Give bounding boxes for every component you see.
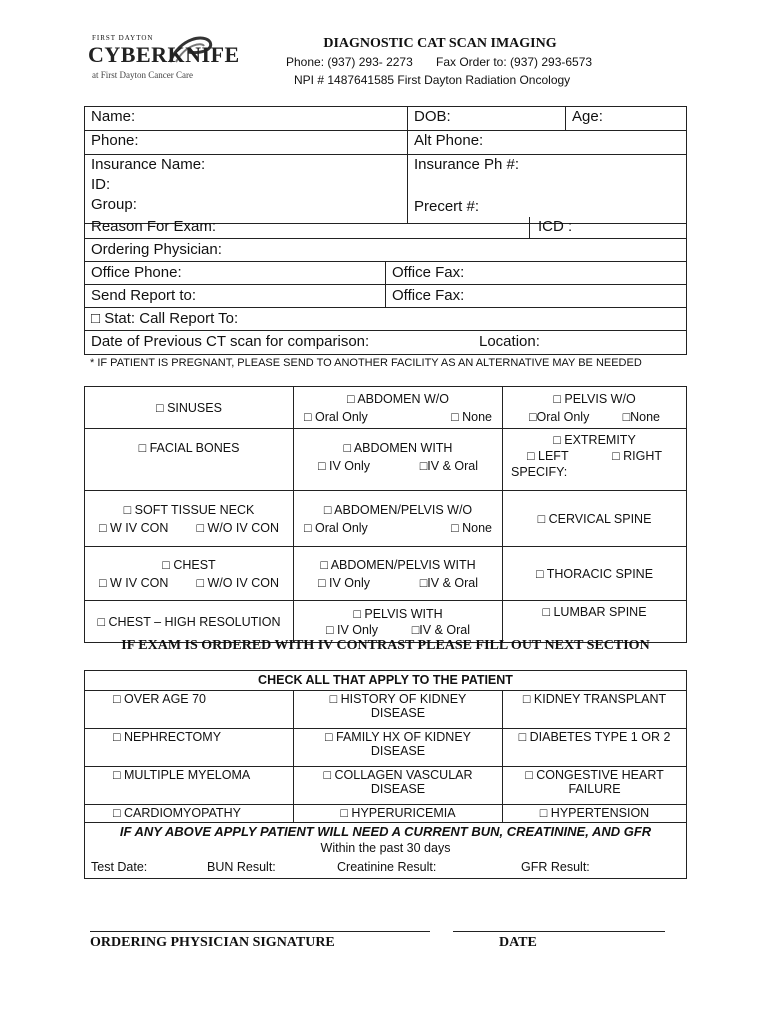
reason-label: Reason For Exam: bbox=[91, 218, 217, 235]
date-line[interactable] bbox=[453, 931, 665, 932]
precert-label: Precert #: bbox=[414, 198, 480, 215]
chf-line2: FAILURE bbox=[568, 782, 621, 796]
alt-phone-label: Alt Phone: bbox=[414, 132, 484, 149]
header-phone: Phone: (937) 293- 2273 bbox=[286, 55, 413, 69]
icd-field[interactable] bbox=[530, 217, 687, 239]
alt-phone-field[interactable] bbox=[408, 131, 687, 155]
nephrectomy-label: □ NEPHRECTOMY bbox=[113, 730, 222, 744]
stat-label: □ Stat: Call Report To: bbox=[91, 310, 239, 327]
logo-line2: CYBERKNIFE bbox=[88, 42, 240, 67]
abdpel-with-label: □ ABDOMEN/PELVIS WITH bbox=[320, 557, 476, 572]
exam-thoracic-spine[interactable] bbox=[503, 547, 687, 601]
logo-line3: at First Dayton Cancer Care bbox=[92, 70, 193, 80]
pelvis-with-iv-oral[interactable]: □IV & Oral bbox=[411, 622, 470, 637]
abdpel-wo-label: □ ABDOMEN/PELVIS W/O bbox=[323, 502, 473, 517]
office-fax2-label: Office Fax: bbox=[392, 287, 465, 304]
patient-info-table bbox=[84, 106, 687, 224]
chest-w[interactable]: □ W IV CON bbox=[99, 575, 169, 590]
office-phone-label: Office Phone: bbox=[91, 264, 182, 281]
abd-wo-none[interactable]: □ None bbox=[451, 409, 492, 424]
chest-hr-label: □ CHEST – HIGH RESOLUTION bbox=[97, 614, 281, 629]
form-title: DIAGNOSTIC CAT SCAN IMAGING bbox=[323, 36, 557, 51]
pregnancy-note: * IF PATIENT IS PREGNANT, PLEASE SEND TO ANOTHER FACILITY AS AN ALTERNATIVE MAY BE NEEDED bbox=[90, 357, 642, 369]
myeloma-label: □ MULTIPLE MYELOMA bbox=[113, 768, 251, 782]
hypertension-label: □ HYPERTENSION bbox=[539, 806, 650, 820]
within-30-days: Within the past 30 days bbox=[320, 841, 451, 855]
creatinine-label[interactable]: Creatinine Result: bbox=[337, 860, 437, 874]
collagen-line2: DISEASE bbox=[370, 782, 426, 796]
bun-label[interactable]: BUN Result: bbox=[207, 860, 276, 874]
exam-lumbar-spine[interactable] bbox=[503, 601, 687, 643]
abdpel-with-iv[interactable]: □ IV Only bbox=[318, 575, 371, 590]
ordering-physician-field[interactable] bbox=[84, 239, 687, 262]
abd-with-iv[interactable]: □ IV Only bbox=[318, 459, 371, 473]
extremity-left[interactable]: □ LEFT bbox=[527, 449, 569, 463]
extremity-right[interactable]: □ RIGHT bbox=[612, 449, 662, 463]
office-fax-field[interactable] bbox=[386, 262, 687, 285]
check-kidney-transplant[interactable] bbox=[503, 691, 687, 729]
cervical-label: □ CERVICAL SPINE bbox=[537, 511, 652, 526]
abd-with-label: □ ABDOMEN WITH bbox=[343, 441, 453, 455]
abdpel-wo-none[interactable]: □ None bbox=[451, 520, 492, 535]
name-label: Name: bbox=[91, 108, 136, 125]
exam-pelvis-with[interactable] bbox=[294, 601, 503, 643]
check-kidney-history[interactable] bbox=[294, 691, 503, 729]
id-label: ID: bbox=[91, 176, 111, 193]
check-family-hx[interactable] bbox=[294, 729, 503, 767]
exam-chest-hr[interactable] bbox=[85, 601, 294, 643]
header-fax: Fax Order to: (937) 293-6573 bbox=[436, 55, 593, 69]
soft-neck-w[interactable]: □ W IV CON bbox=[99, 520, 169, 535]
location-label: Location: bbox=[479, 333, 540, 350]
pelvis-with-iv[interactable]: □ IV Only bbox=[326, 622, 379, 637]
check-nephrectomy[interactable] bbox=[85, 729, 294, 767]
name-field[interactable] bbox=[85, 107, 408, 131]
age-field[interactable] bbox=[566, 107, 687, 131]
over70-label: □ OVER AGE 70 bbox=[113, 692, 207, 706]
check-cardiomyopathy[interactable] bbox=[85, 805, 294, 823]
diabetes-label: □ DIABETES TYPE 1 OR 2 bbox=[518, 730, 671, 744]
pelvis-with-label: □ PELVIS WITH bbox=[353, 606, 443, 621]
pelvis-wo-label: □ PELVIS W/O bbox=[553, 391, 636, 406]
check-diabetes[interactable] bbox=[503, 729, 687, 767]
check-myeloma[interactable] bbox=[85, 767, 294, 805]
check-over-70[interactable] bbox=[85, 691, 294, 729]
insurance-ph-label: Insurance Ph #: bbox=[414, 156, 520, 173]
office-phone-field[interactable] bbox=[84, 262, 386, 285]
pelvis-wo-oral[interactable]: □Oral Only bbox=[529, 409, 590, 424]
send-report-label: Send Report to: bbox=[91, 287, 197, 304]
abd-wo-oral[interactable]: □ Oral Only bbox=[304, 409, 368, 424]
phone-label: Phone: bbox=[91, 132, 139, 149]
exam-sinuses[interactable] bbox=[85, 387, 294, 429]
kidney-hist-line2: DISEASE bbox=[370, 706, 426, 720]
thoracic-label: □ THORACIC SPINE bbox=[535, 566, 654, 581]
specify-label: SPECIFY: bbox=[511, 465, 568, 479]
office-fax2-field[interactable] bbox=[386, 285, 687, 308]
prev-ct-field[interactable] bbox=[84, 331, 687, 355]
stat-field[interactable] bbox=[84, 308, 687, 331]
patient-info-lower bbox=[84, 217, 687, 355]
chest-label: □ CHEST bbox=[162, 557, 216, 572]
extremity-label: □ EXTREMITY bbox=[553, 433, 636, 447]
ordering-physician-label: Ordering Physician: bbox=[91, 241, 222, 258]
exam-abd-pelvis-wo[interactable] bbox=[294, 491, 503, 547]
kidney-hist-line1: □ HISTORY OF KIDNEY bbox=[329, 692, 467, 706]
sinuses-label: □ SINUSES bbox=[156, 400, 222, 415]
facial-label: □ FACIAL BONES bbox=[138, 441, 240, 455]
pelvis-wo-none[interactable]: □None bbox=[622, 409, 660, 424]
cyberknife-logo bbox=[88, 34, 258, 86]
chest-wo[interactable]: □ W/O IV CON bbox=[196, 575, 279, 590]
lab-warning: IF ANY ABOVE APPLY PATIENT WILL NEED A CURRENT BUN, CREATININE, AND GFR bbox=[119, 824, 652, 839]
send-report-field[interactable] bbox=[84, 285, 386, 308]
family-line2: DISEASE bbox=[370, 744, 426, 758]
check-title: CHECK ALL THAT APPLY TO THE PATIENT bbox=[85, 671, 687, 691]
hyperuricemia-label: □ HYPERURICEMIA bbox=[340, 806, 456, 820]
group-label: Group: bbox=[91, 196, 137, 213]
header-npi: NPI # 1487641585 First Dayton Radiation Oncology bbox=[294, 73, 571, 87]
abd-wo-label: □ ABDOMEN W/O bbox=[346, 391, 449, 406]
dob-field[interactable] bbox=[408, 107, 566, 131]
check-table bbox=[84, 670, 687, 879]
iv-contrast-heading: IF EXAM IS ORDERED WITH IV CONTRAST PLEASE FILL OUT NEXT SECTION bbox=[121, 638, 650, 653]
exam-chest[interactable] bbox=[85, 547, 294, 601]
transplant-label: □ KIDNEY TRANSPLANT bbox=[522, 692, 667, 706]
abdpel-with-iv-oral[interactable]: □IV & Oral bbox=[419, 575, 478, 590]
physician-signature-line[interactable] bbox=[90, 931, 430, 932]
gfr-label[interactable]: GFR Result: bbox=[521, 860, 590, 874]
check-chf[interactable] bbox=[503, 767, 687, 805]
icd-label: ICD : bbox=[538, 218, 573, 235]
soft-neck-wo[interactable]: □ W/O IV CON bbox=[196, 520, 279, 535]
abd-with-iv-oral[interactable]: □IV & Oral bbox=[419, 459, 478, 473]
insurance-block[interactable] bbox=[85, 155, 408, 224]
exam-soft-tissue-neck[interactable] bbox=[85, 491, 294, 547]
chf-line1: □ CONGESTIVE HEART bbox=[525, 768, 664, 782]
collagen-line1: □ COLLAGEN VASCULAR bbox=[323, 768, 473, 782]
exam-abdomen-with[interactable] bbox=[294, 429, 503, 491]
exam-pelvis-wo[interactable] bbox=[503, 387, 687, 429]
exam-table bbox=[84, 386, 687, 643]
phone-field[interactable] bbox=[85, 131, 408, 155]
date-label: DATE bbox=[499, 935, 537, 950]
check-collagen[interactable] bbox=[294, 767, 503, 805]
abdpel-wo-oral[interactable]: □ Oral Only bbox=[304, 520, 368, 535]
physician-signature-label: ORDERING PHYSICIAN SIGNATURE bbox=[90, 935, 335, 950]
lumbar-label: □ LUMBAR SPINE bbox=[542, 605, 647, 619]
exam-cervical-spine[interactable] bbox=[503, 491, 687, 547]
soft-neck-label: □ SOFT TISSUE NECK bbox=[123, 502, 255, 517]
check-hyperuricemia[interactable] bbox=[294, 805, 503, 823]
dob-label: DOB: bbox=[414, 108, 451, 125]
exam-facial-bones[interactable] bbox=[85, 429, 294, 491]
insurance-ph-block[interactable] bbox=[408, 155, 687, 224]
exam-extremity[interactable] bbox=[503, 429, 687, 491]
reason-field[interactable] bbox=[84, 217, 530, 239]
insurance-name-label: Insurance Name: bbox=[91, 156, 206, 173]
office-fax-label: Office Fax: bbox=[392, 264, 465, 281]
prev-ct-label: Date of Previous CT scan for comparison: bbox=[91, 333, 370, 350]
logo-line1: FIRST DAYTON bbox=[92, 34, 154, 42]
cardio-label: □ CARDIOMYOPATHY bbox=[113, 806, 241, 820]
test-date-label[interactable]: Test Date: bbox=[91, 860, 148, 874]
lab-results-block bbox=[85, 823, 687, 879]
exam-abdomen-wo[interactable] bbox=[294, 387, 503, 429]
family-line1: □ FAMILY HX OF KIDNEY bbox=[324, 730, 471, 744]
check-hypertension[interactable] bbox=[503, 805, 687, 823]
age-label: Age: bbox=[572, 108, 603, 125]
exam-abd-pelvis-with[interactable] bbox=[294, 547, 503, 601]
